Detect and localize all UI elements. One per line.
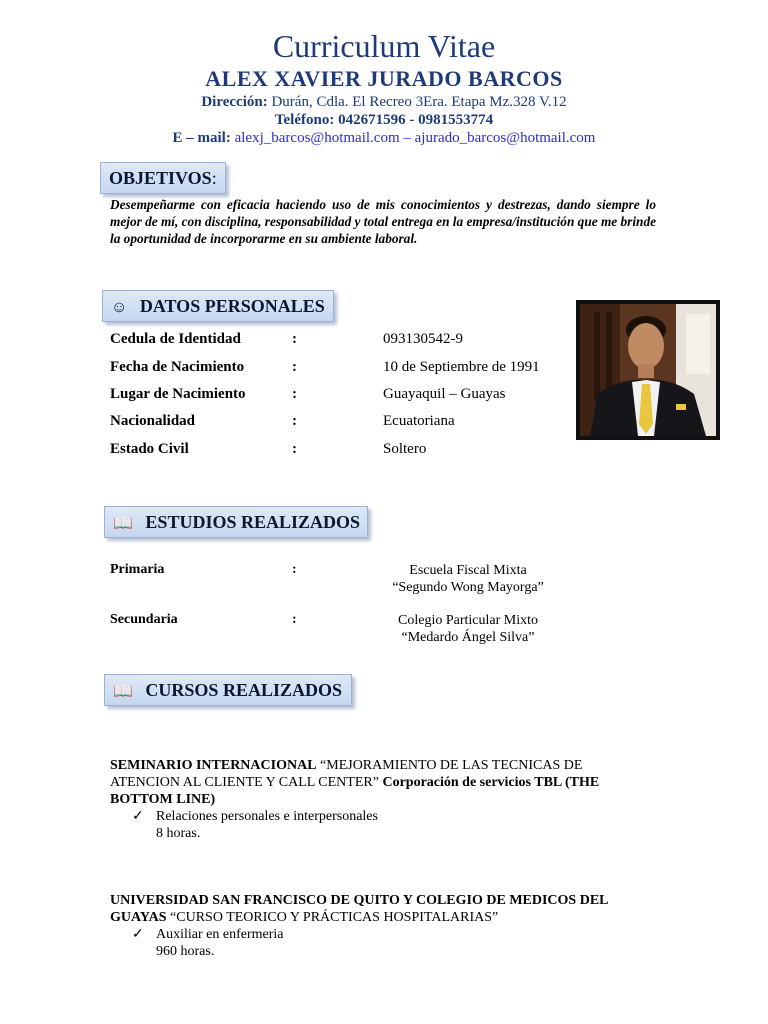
course-topic: Auxiliar en enfermeria <box>156 927 284 942</box>
address-line <box>0 94 768 111</box>
course-entry <box>110 757 650 808</box>
profile-photo <box>576 300 720 440</box>
separator: : <box>292 562 297 577</box>
address-value: Durán, Cdla. El Recreo 3Era. Etapa Mz.328 V.12 <box>271 94 567 110</box>
checkmark-icon: ✓ <box>132 927 144 942</box>
phone-line <box>0 112 768 129</box>
objetivos-heading-text: OBJETIVOS <box>109 168 212 188</box>
objetivos-heading <box>100 162 226 194</box>
separator: : <box>292 386 297 402</box>
course-bullet <box>132 926 284 943</box>
personal-value: Soltero <box>383 441 427 457</box>
course-title: UNIVERSIDAD SAN FRANCISCO DE QUITO Y COLEGIO DE MEDICOS DEL GUAYAS <box>110 893 608 925</box>
portrait-illustration <box>580 304 716 436</box>
study-level: Primaria <box>110 562 165 577</box>
course-hours: 960 horas. <box>156 944 215 959</box>
objetivos-text: Desempeñarme con eficacia haciendo uso de mis conocimientos y destrezas, dando siempre lo mejor de mí, con disciplina, responsabilidad y total entrega en la empresa/institución que me brinde la oportunidad de incorporarme en su ambiente laboral. <box>110 197 656 246</box>
book-icon: 📖 <box>113 515 133 532</box>
separator: : <box>292 441 297 457</box>
cursos-heading-text: CURSOS REALIZADOS <box>145 680 342 700</box>
email-label: E – mail: <box>172 130 231 146</box>
datos-personales-heading-text: DATOS PERSONALES <box>139 296 325 316</box>
personal-value: 093130542-9 <box>383 331 463 347</box>
book-icon: 📖 <box>113 683 133 700</box>
checkmark-icon: ✓ <box>132 809 144 824</box>
personal-value: Guayaquil – Guayas <box>383 386 506 402</box>
study-institution-line2: “Segundo Wong Mayorga” <box>392 580 544 595</box>
course-hours: 8 horas. <box>156 826 201 841</box>
course-title: SEMINARIO INTERNACIONAL <box>110 758 317 773</box>
datos-personales-heading <box>102 290 334 322</box>
estudios-heading <box>104 506 368 538</box>
objetivos-heading-colon: : <box>211 168 217 188</box>
person-name: ALEX XAVIER JURADO BARCOS <box>205 66 563 91</box>
separator: : <box>292 413 297 429</box>
phone-value: 042671596 - 0981553774 <box>338 112 494 128</box>
separator: : <box>292 331 297 347</box>
course-name: “MEJORAMIENTO DE LAS TECNICAS DE ATENCION AL CLIENTE Y CALL CENTER” <box>110 758 583 790</box>
personal-value: Ecuatoriana <box>383 413 455 429</box>
email-value: alexj_barcos@hotmail.com – ajurado_barcos@hotmail.com <box>234 130 596 146</box>
smiley-icon: ☺ <box>111 299 128 316</box>
study-institution <box>358 612 578 646</box>
study-institution-line1: Escuela Fiscal Mixta <box>409 563 527 578</box>
personal-value: 10 de Septiembre de 1991 <box>383 359 540 375</box>
personal-label: Nacionalidad <box>110 413 196 429</box>
personal-label: Cedula de Identidad <box>110 331 241 347</box>
personal-label: Lugar de Nacimiento <box>110 386 246 402</box>
study-level: Secundaria <box>110 612 178 627</box>
course-topic: Relaciones personales e interpersonales <box>156 809 378 824</box>
email-line <box>0 130 768 147</box>
personal-label: Estado Civil <box>110 441 189 457</box>
course-bullet <box>132 808 378 825</box>
personal-label: Fecha de Nacimiento <box>110 359 245 375</box>
study-institution-line2: “Medardo Ángel Silva” <box>401 630 535 645</box>
phone-label: Teléfono: <box>274 112 335 128</box>
study-institution-line1: Colegio Particular Mixto <box>398 613 538 628</box>
course-entry <box>110 892 650 926</box>
address-label: Dirección: <box>201 94 268 110</box>
cursos-heading <box>104 674 352 706</box>
estudios-heading-text: ESTUDIOS REALIZADOS <box>145 512 360 532</box>
course-name: “CURSO TEORICO Y PRÁCTICAS HOSPITALARIAS” <box>166 910 499 925</box>
study-institution <box>358 562 578 596</box>
separator: : <box>292 359 297 375</box>
separator: : <box>292 612 297 627</box>
document-title: Curriculum Vitae <box>272 28 496 64</box>
course-provider: Corporación de servicios TBL (THE BOTTOM LINE) <box>110 775 600 807</box>
